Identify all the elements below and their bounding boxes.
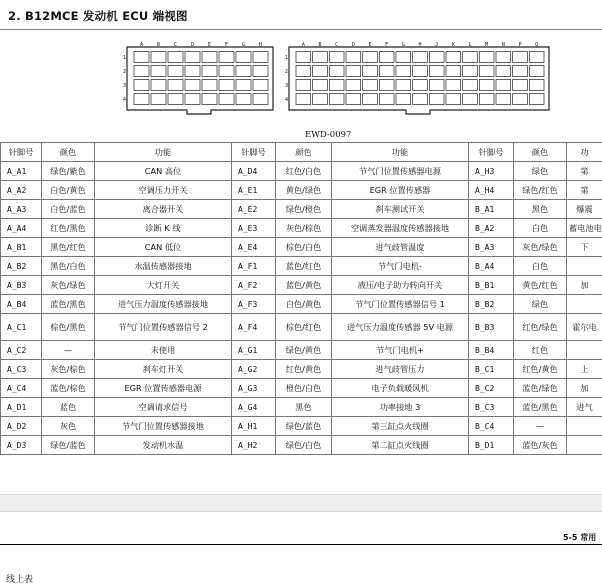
table-row	[1, 181, 602, 200]
connector-pin	[346, 66, 361, 77]
connector-pin	[513, 52, 528, 63]
connector-pin	[296, 94, 311, 105]
connector-pin	[496, 52, 511, 63]
pin-cell: A_B1	[1, 238, 42, 257]
connector-pin	[134, 80, 149, 91]
color-cell: 白色/黄色	[42, 181, 95, 200]
connector-pin	[168, 80, 183, 91]
pin-cell: A_F3	[232, 295, 276, 314]
connector-pin	[151, 80, 166, 91]
color-cell: 绿色/白色	[276, 436, 332, 455]
connector-pin	[329, 94, 344, 105]
connector-pin	[463, 80, 478, 91]
color-cell: 蓝色/红色	[276, 257, 332, 276]
connector-pin	[363, 94, 378, 105]
pin-cell: A_H1	[232, 417, 276, 436]
connector-pin	[479, 52, 494, 63]
color-cell: 黄色/绿色	[276, 181, 332, 200]
table-header-row	[1, 143, 602, 162]
connector-pin	[219, 94, 234, 105]
pin-cell: A_C2	[1, 341, 42, 360]
pin-cell: A_D1	[1, 398, 42, 417]
function-cell: 节气门位置传感器电源	[332, 162, 469, 181]
color-cell: 红色	[514, 341, 567, 360]
connector-pin	[479, 80, 494, 91]
connector-pin	[429, 94, 444, 105]
connector-pin	[296, 80, 311, 91]
row-number: 1	[123, 55, 126, 61]
pin-cell: A_D3	[1, 436, 42, 455]
table-row	[1, 436, 602, 455]
connector-pin	[151, 52, 166, 63]
column-letter: B	[319, 42, 322, 48]
connector-pin	[151, 66, 166, 77]
color-cell: 灰色/棕色	[276, 219, 332, 238]
function-cell: 霍尔电	[567, 314, 602, 341]
color-cell: 黑色	[514, 200, 567, 219]
connector-pin	[496, 80, 511, 91]
column-header: 功能	[95, 143, 232, 162]
ecu-end-view-figure	[0, 29, 602, 143]
connector-pin	[219, 66, 234, 77]
page-gap	[0, 494, 602, 512]
pin-cell: A_E3	[232, 219, 276, 238]
pin-cell: B_C2	[469, 379, 514, 398]
column-header: 颜色	[276, 143, 332, 162]
connector-pin	[496, 66, 511, 77]
color-cell: 蓝色/绿色	[514, 379, 567, 398]
connector-pin	[446, 66, 461, 77]
connector-pin	[236, 66, 251, 77]
function-cell: 电子负载暖风机	[332, 379, 469, 398]
connector-pin	[529, 80, 544, 91]
connector-pin	[479, 66, 494, 77]
pin-cell: A_E2	[232, 200, 276, 219]
connector-pin	[363, 52, 378, 63]
connector-pin	[479, 94, 494, 105]
connector-pin	[134, 94, 149, 105]
connector-pin	[529, 52, 544, 63]
column-letter: F	[385, 42, 388, 48]
column-letter: N	[502, 42, 505, 48]
pin-cell: A_H2	[232, 436, 276, 455]
color-cell: 黑色/白色	[42, 257, 95, 276]
pin-cell: A_E4	[232, 238, 276, 257]
connector-pin	[168, 94, 183, 105]
column-letter: C	[174, 42, 177, 48]
connector-pin	[496, 94, 511, 105]
column-header: 针脚号	[232, 143, 276, 162]
connector-pin	[219, 80, 234, 91]
table-row	[1, 200, 602, 219]
function-cell: 刹车测试开关	[332, 200, 469, 219]
color-cell: 蓝色/黑色	[514, 398, 567, 417]
color-cell: 蓝色/黑色	[42, 295, 95, 314]
column-header: 颜色	[514, 143, 567, 162]
color-cell: 棕色/红色	[276, 314, 332, 341]
function-cell: 空调蒸发器温度传感器接地	[332, 219, 469, 238]
connector-pin	[513, 94, 528, 105]
column-header: 功	[567, 143, 602, 162]
connector-pin	[429, 66, 444, 77]
connector-pin	[253, 80, 268, 91]
pin-cell: A_G3	[232, 379, 276, 398]
connector-pin	[253, 52, 268, 63]
connector-pin	[413, 80, 428, 91]
pin-cell: A_A1	[1, 162, 42, 181]
connector-pin	[463, 52, 478, 63]
column-letter: Q	[535, 42, 538, 48]
table-row	[1, 360, 602, 379]
pin-cell: B_A1	[469, 200, 514, 219]
column-header: 针脚号	[1, 143, 42, 162]
connector-pin	[396, 66, 411, 77]
column-letter: G	[402, 42, 405, 48]
pin-cell: A_A3	[1, 200, 42, 219]
function-cell: 节气门位置传感器接地	[95, 417, 232, 436]
color-cell: —	[42, 341, 95, 360]
pin-cell: A_G2	[232, 360, 276, 379]
function-cell	[567, 417, 602, 436]
color-cell: 橙色/白色	[276, 379, 332, 398]
table-row	[1, 162, 602, 181]
row-number: 3	[123, 83, 126, 89]
next-page-text: 线上表	[6, 572, 33, 585]
connector-pin	[185, 80, 200, 91]
color-cell: 蓝色	[42, 398, 95, 417]
color-cell: 绿色/蓝色	[276, 417, 332, 436]
column-letter: M	[485, 42, 488, 48]
connector-pin	[202, 94, 217, 105]
connector-pin	[446, 94, 461, 105]
function-cell: 第	[567, 162, 602, 181]
color-cell: 棕色/黑色	[42, 314, 95, 341]
pin-cell: A_E1	[232, 181, 276, 200]
function-cell: 空调压力开关	[95, 181, 232, 200]
color-cell: 灰色/棕色	[42, 360, 95, 379]
connector-pin	[202, 52, 217, 63]
connector-pin	[346, 94, 361, 105]
function-cell: 功率接地 3	[332, 398, 469, 417]
function-cell: 节气门位置传感器信号 1	[332, 295, 469, 314]
table-row	[1, 398, 602, 417]
color-cell: 灰色	[42, 417, 95, 436]
pin-cell: A_A4	[1, 219, 42, 238]
connector-pin	[202, 66, 217, 77]
connector-pin	[219, 52, 234, 63]
column-letter: C	[335, 42, 338, 48]
color-cell: 红色/黑色	[42, 219, 95, 238]
column-letter: L	[469, 42, 472, 48]
column-letter: E	[208, 42, 211, 48]
column-letter: F	[225, 42, 228, 48]
connector-pin	[151, 94, 166, 105]
color-cell: 红色/绿色	[514, 314, 567, 341]
connector-pin	[236, 94, 251, 105]
table-row	[1, 417, 602, 436]
footer-rule	[0, 544, 602, 545]
column-letter: H	[259, 42, 262, 48]
connector-pin	[463, 94, 478, 105]
color-cell: 绿色/紫色	[42, 162, 95, 181]
function-cell: 下	[567, 238, 602, 257]
pin-cell: B_B3	[469, 314, 514, 341]
connector-pin	[329, 66, 344, 77]
function-cell: EGR 位置传感器	[332, 181, 469, 200]
function-cell: 水温传感器接地	[95, 257, 232, 276]
pin-cell: B_C1	[469, 360, 514, 379]
function-cell: 进气	[567, 398, 602, 417]
connector-pin	[446, 80, 461, 91]
function-cell: 蓄电池电	[567, 219, 602, 238]
row-number: 1	[285, 55, 288, 61]
pin-cell: A_D2	[1, 417, 42, 436]
column-header: 功能	[332, 143, 469, 162]
function-cell: 第二缸点火线圈	[332, 436, 469, 455]
pin-cell: A_C4	[1, 379, 42, 398]
connector-pin	[313, 66, 328, 77]
table-row	[1, 276, 602, 295]
color-cell: 黑色/红色	[42, 238, 95, 257]
function-cell: 节气门电机-	[332, 257, 469, 276]
table-row	[1, 295, 602, 314]
column-letter: D	[191, 42, 194, 48]
column-letter: H	[419, 42, 422, 48]
table-row	[1, 219, 602, 238]
pin-cell: B_D1	[469, 436, 514, 455]
connector-pin	[413, 94, 428, 105]
column-letter: A	[302, 42, 305, 48]
pin-cell: A_F2	[232, 276, 276, 295]
row-number: 2	[285, 69, 288, 75]
function-cell: 大灯开关	[95, 276, 232, 295]
color-cell: 白色	[514, 219, 567, 238]
connector-pin	[363, 66, 378, 77]
row-number: 4	[285, 97, 288, 103]
connector-pin	[185, 94, 200, 105]
pin-cell: A_C3	[1, 360, 42, 379]
connector-pin	[429, 52, 444, 63]
color-cell: 白色	[514, 257, 567, 276]
connector-pin	[168, 66, 183, 77]
column-letter: A	[140, 42, 143, 48]
pin-cell: A_B3	[1, 276, 42, 295]
function-cell: CAN 低位	[95, 238, 232, 257]
pin-cell: B_C3	[469, 398, 514, 417]
function-cell: 刹车灯开关	[95, 360, 232, 379]
connector-pin	[396, 80, 411, 91]
function-cell: 未使用	[95, 341, 232, 360]
connector-pin	[379, 94, 394, 105]
connector-pin	[446, 52, 461, 63]
pin-cell: B_A3	[469, 238, 514, 257]
connector-pin	[513, 80, 528, 91]
pin-function-table	[0, 142, 602, 455]
color-cell: 白色/黄色	[276, 295, 332, 314]
connector-pin	[363, 80, 378, 91]
pin-cell: A_H3	[469, 162, 514, 181]
connector-pin	[429, 80, 444, 91]
connector-pin	[413, 66, 428, 77]
connector-pin	[329, 80, 344, 91]
connector-pin	[413, 52, 428, 63]
connector-pin	[529, 94, 544, 105]
function-cell: 进气歧管温度	[332, 238, 469, 257]
connector-pin	[236, 52, 251, 63]
table-row	[1, 238, 602, 257]
column-letter: B	[157, 42, 160, 48]
table-row	[1, 314, 602, 341]
column-letter: P	[519, 42, 522, 48]
connector-pin	[463, 66, 478, 77]
function-cell: 液压/电子助力转向开关	[332, 276, 469, 295]
color-cell: 绿色/橙色	[276, 200, 332, 219]
page-number: 5-5 常用	[563, 532, 596, 543]
function-cell: 节气门位置传感器信号 2	[95, 314, 232, 341]
function-cell: EGR 位置传感器电源	[95, 379, 232, 398]
column-letter: E	[369, 42, 372, 48]
pin-cell: B_C4	[469, 417, 514, 436]
pin-cell: A_F4	[232, 314, 276, 341]
row-number: 3	[285, 83, 288, 89]
function-cell: 进气压力温度传感器 5V 电源	[332, 314, 469, 341]
color-cell: 蓝色/黄色	[276, 276, 332, 295]
connector-pin	[253, 66, 268, 77]
pin-cell: B_A2	[469, 219, 514, 238]
pin-cell: A_D4	[232, 162, 276, 181]
color-cell: 绿色/红色	[514, 181, 567, 200]
connector-pin	[346, 52, 361, 63]
pin-cell: A_F1	[232, 257, 276, 276]
connector-pin	[296, 66, 311, 77]
connector-pin	[379, 80, 394, 91]
pin-cell: A_B2	[1, 257, 42, 276]
connector-pin	[296, 52, 311, 63]
table-row	[1, 341, 602, 360]
connector-pin	[313, 80, 328, 91]
function-cell	[567, 295, 602, 314]
column-letter: J	[435, 42, 438, 48]
connector-pin	[346, 80, 361, 91]
function-cell	[567, 257, 602, 276]
color-cell: —	[514, 417, 567, 436]
function-cell	[567, 341, 602, 360]
connector-pin	[313, 94, 328, 105]
color-cell: 红色/黄色	[514, 360, 567, 379]
color-cell: 棕色/白色	[276, 238, 332, 257]
connector-pin	[253, 94, 268, 105]
function-cell: 进气压力温度传感器接地	[95, 295, 232, 314]
color-cell: 红色/白色	[276, 162, 332, 181]
connector-pin	[134, 52, 149, 63]
connector-pin	[202, 80, 217, 91]
color-cell: 红色/黄色	[276, 360, 332, 379]
color-cell: 绿色	[514, 295, 567, 314]
pin-cell: A_B4	[1, 295, 42, 314]
pin-cell: A_H4	[469, 181, 514, 200]
table-row	[1, 379, 602, 398]
pin-cell: A_G1	[232, 341, 276, 360]
color-cell: 灰色/绿色	[42, 276, 95, 295]
pin-cell: A_A2	[1, 181, 42, 200]
function-cell: 爆震	[567, 200, 602, 219]
connector-pin	[513, 66, 528, 77]
color-cell: 灰色/绿色	[514, 238, 567, 257]
color-cell: 蓝色/灰色	[514, 436, 567, 455]
pin-cell: A_G4	[232, 398, 276, 417]
function-cell: 节气门电机+	[332, 341, 469, 360]
function-cell: 进气歧管压力	[332, 360, 469, 379]
ecu-connector-a-diagram	[121, 41, 277, 115]
row-number: 4	[123, 97, 126, 103]
function-cell: 上	[567, 360, 602, 379]
connector-pin	[134, 66, 149, 77]
color-cell: 黑色	[276, 398, 332, 417]
color-cell: 绿色/黄色	[276, 341, 332, 360]
color-cell: 白色/蓝色	[42, 200, 95, 219]
function-cell: CAN 高位	[95, 162, 232, 181]
function-cell: 加	[567, 379, 602, 398]
column-letter: K	[452, 42, 455, 48]
function-cell: 第三缸点火线圈	[332, 417, 469, 436]
connector-pin	[379, 66, 394, 77]
connector-pin	[396, 94, 411, 105]
function-cell: 发动机水温	[95, 436, 232, 455]
column-header: 针脚号	[469, 143, 514, 162]
pin-cell: B_A4	[469, 257, 514, 276]
connector-pin	[529, 66, 544, 77]
section-heading: 2. B12MCE 发动机 ECU 端视图	[8, 8, 188, 24]
pin-cell: B_B4	[469, 341, 514, 360]
figure-caption: EWD-0097	[305, 130, 351, 140]
connector-pin	[168, 52, 183, 63]
connector-pin	[379, 52, 394, 63]
function-cell: 离合器开关	[95, 200, 232, 219]
function-cell: 第	[567, 181, 602, 200]
connector-pin	[396, 52, 411, 63]
connector-pin	[236, 80, 251, 91]
column-letter: G	[242, 42, 245, 48]
color-cell: 蓝色/棕色	[42, 379, 95, 398]
connector-pin	[185, 52, 200, 63]
connector-pin	[185, 66, 200, 77]
column-letter: D	[352, 42, 355, 48]
connector-pin	[313, 52, 328, 63]
pin-cell: B_B2	[469, 295, 514, 314]
color-cell: 黄色/红色	[514, 276, 567, 295]
function-cell	[567, 436, 602, 455]
pin-cell: A_C1	[1, 314, 42, 341]
color-cell: 绿色	[514, 162, 567, 181]
pin-cell: B_B1	[469, 276, 514, 295]
table-row	[1, 257, 602, 276]
function-cell: 空调请求信号	[95, 398, 232, 417]
ecu-connector-b-diagram	[283, 41, 553, 115]
row-number: 2	[123, 69, 126, 75]
connector-pin	[329, 52, 344, 63]
function-cell: 诊断 K 线	[95, 219, 232, 238]
function-cell: 加	[567, 276, 602, 295]
column-header: 颜色	[42, 143, 95, 162]
color-cell: 绿色/蓝色	[42, 436, 95, 455]
